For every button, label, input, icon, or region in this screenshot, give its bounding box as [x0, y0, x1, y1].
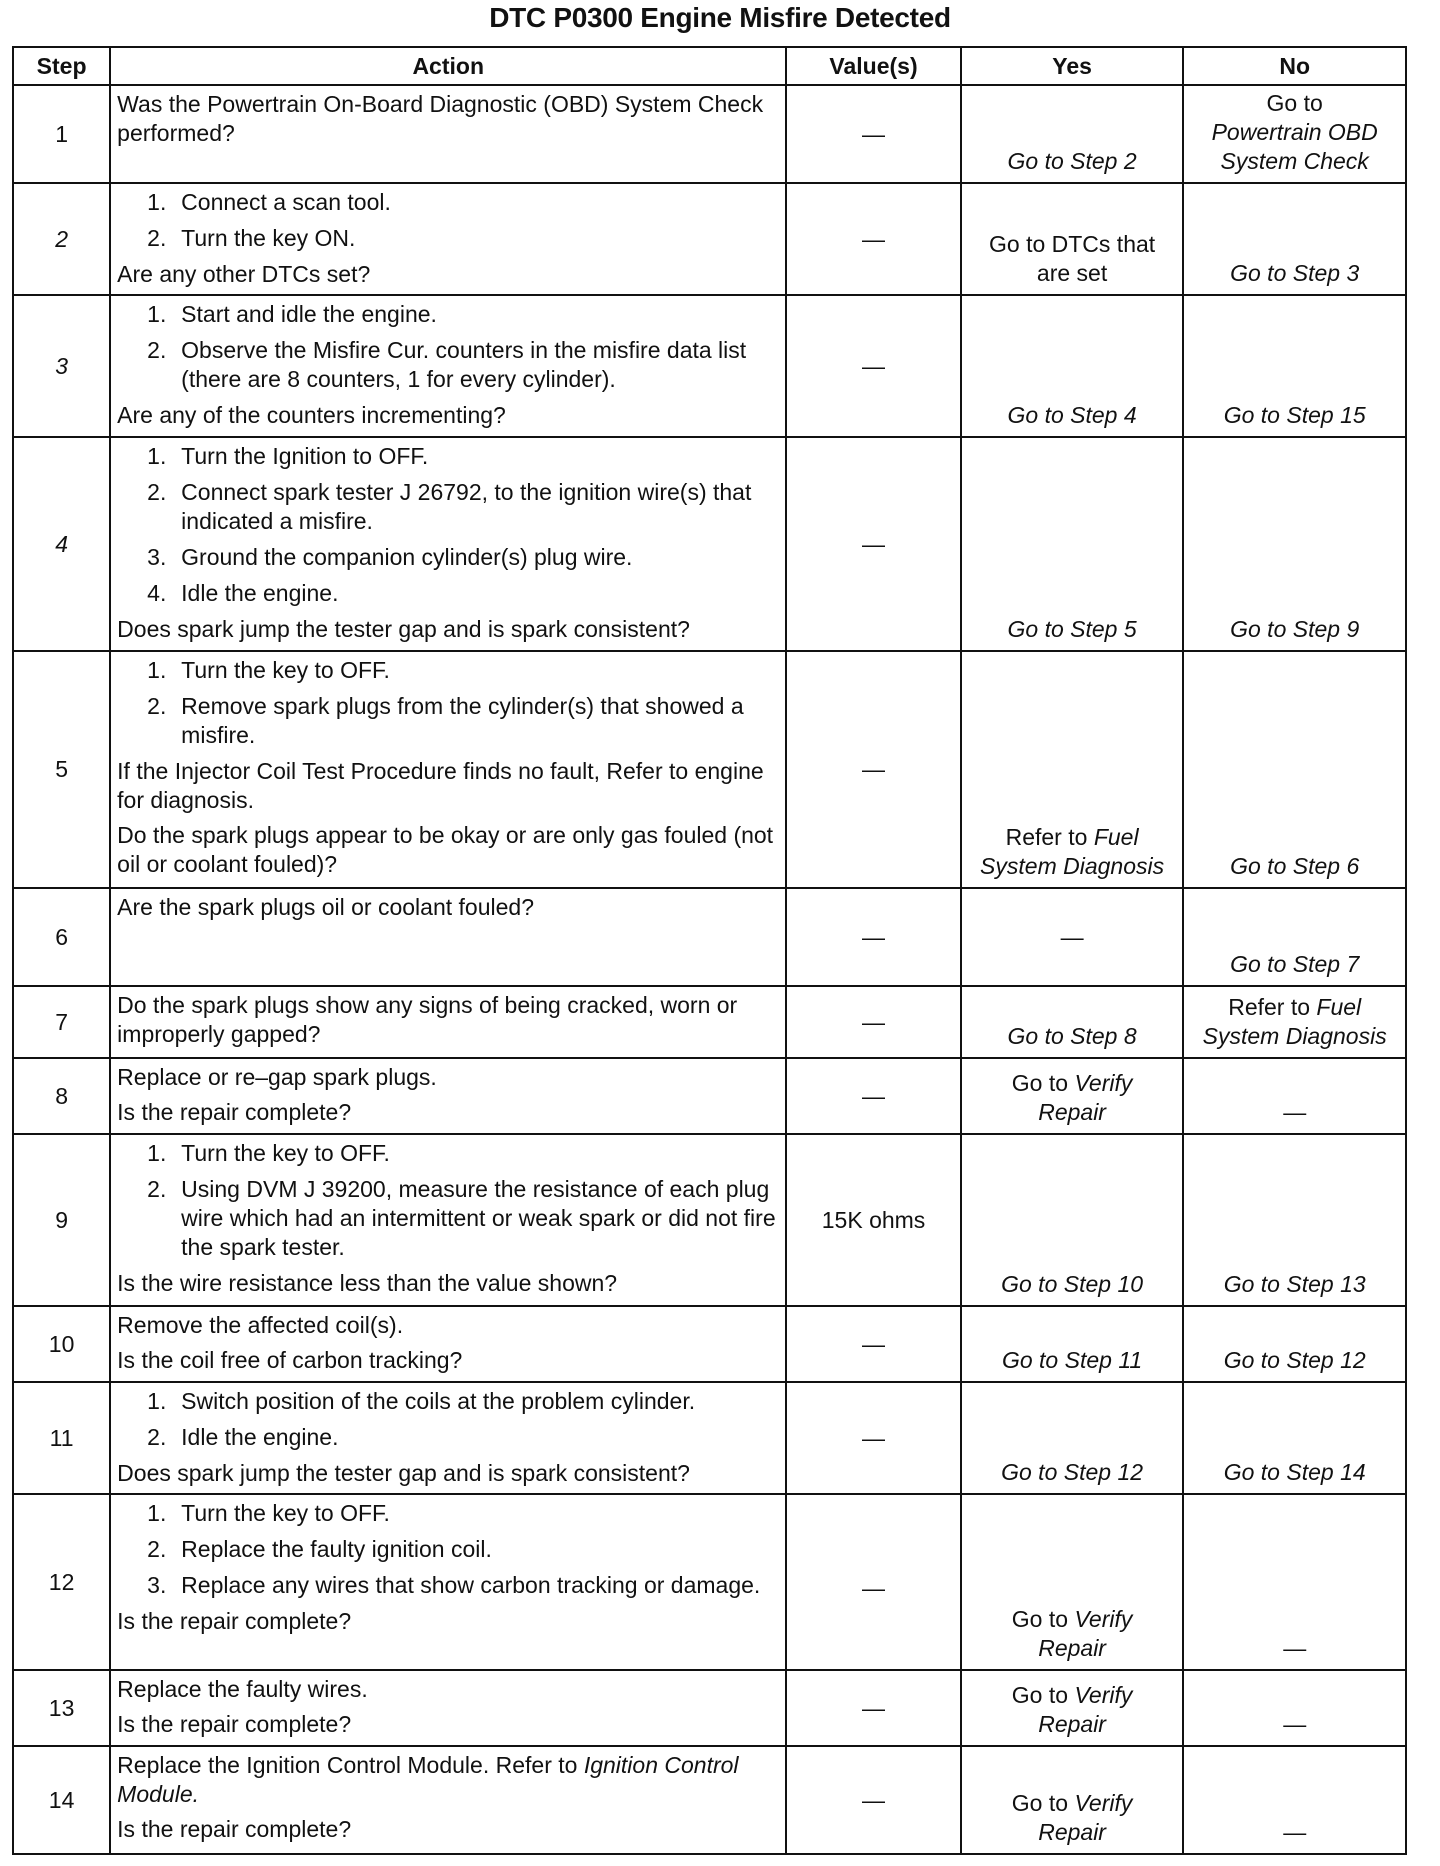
no-link[interactable]: Go to Step 14 — [1223, 1459, 1366, 1485]
value-cell: 15K ohms — [786, 1134, 961, 1306]
action-cell — [110, 651, 786, 888]
value-cell: — — [786, 1306, 961, 1382]
table-row — [13, 1494, 1406, 1670]
action-step: 1. Turn the key to OFF. — [147, 1140, 390, 1166]
value-cell: — — [786, 1382, 961, 1494]
table-row — [13, 888, 1406, 986]
action-cell — [110, 295, 786, 437]
action-question: Do the spark plugs show any signs of being cracked, worn or improperly gapped? — [117, 992, 738, 1047]
value-cell: — — [786, 437, 961, 651]
yes-cell — [961, 295, 1184, 437]
value-cell: — — [786, 1058, 961, 1134]
no-cell — [1183, 1134, 1406, 1306]
action-question: Is the repair complete? — [117, 1608, 352, 1634]
yes-cell — [961, 1670, 1184, 1746]
step-number: 5 — [13, 651, 110, 888]
yes-link[interactable]: Repair — [1038, 1819, 1106, 1845]
yes-link[interactable]: Go to Step 12 — [1001, 1459, 1144, 1485]
yes-cell — [961, 1058, 1184, 1134]
action-cell — [110, 437, 786, 651]
step-number: 14 — [13, 1746, 110, 1854]
yes-cell — [961, 1306, 1184, 1382]
yes-cell — [961, 1134, 1184, 1306]
action-text: Remove the affected coil(s). — [117, 1312, 404, 1338]
yes-link[interactable]: Go to Step 8 — [1007, 1023, 1137, 1049]
value-cell: — — [786, 1670, 961, 1746]
no-cell: — — [1183, 1746, 1406, 1854]
no-cell — [1183, 888, 1406, 986]
step-number: 9 — [13, 1134, 110, 1306]
table-row — [13, 437, 1406, 651]
yes-cell — [961, 1746, 1184, 1854]
yes-link[interactable]: System Diagnosis — [980, 853, 1165, 879]
no-cell — [1183, 295, 1406, 437]
header-action: Action — [110, 47, 786, 85]
action-question: Is the coil free of carbon tracking? — [117, 1347, 463, 1373]
no-cell — [1183, 183, 1406, 295]
header-values: Value(s) — [786, 47, 961, 85]
action-text: Replace or re–gap spark plugs. — [117, 1064, 437, 1090]
no-cell — [1183, 986, 1406, 1058]
value-cell: — — [786, 85, 961, 183]
no-link[interactable]: Go to Step 12 — [1223, 1347, 1366, 1373]
step-number: 12 — [13, 1494, 110, 1670]
action-step: 1. Turn the key to OFF. — [147, 657, 390, 683]
action-question: Does spark jump the tester gap and is spark consistent? — [117, 1460, 690, 1486]
action-step: 3. Replace any wires that show carbon tracking or damage. — [147, 1572, 761, 1598]
no-cell — [1183, 437, 1406, 651]
yes-cell — [961, 85, 1184, 183]
yes-link[interactable]: Refer to Fuel — [1005, 824, 1139, 850]
no-link[interactable]: Go to Step 13 — [1223, 1271, 1366, 1297]
value-cell: — — [786, 183, 961, 295]
no-link[interactable]: System Diagnosis — [1202, 1023, 1387, 1049]
yes-link[interactable]: Go to Verify — [1011, 1606, 1133, 1632]
yes-cell — [961, 437, 1184, 651]
action-note: If the Injector Coil Test Procedure finds no fault, Refer to engine for diagnosis. — [117, 758, 764, 813]
action-question: Does spark jump the tester gap and is spark consistent? — [117, 616, 690, 642]
action-cell — [110, 1746, 786, 1854]
action-step: 2. Idle the engine. — [147, 1424, 339, 1450]
yes-link[interactable]: Go to Step 5 — [1007, 616, 1137, 642]
action-step: 2. Connect spark tester J 26792, to the ignition wire(s) that indicated a misfire. — [147, 479, 752, 534]
no-link[interactable]: Go to Step 7 — [1230, 951, 1360, 977]
action-question: Is the repair complete? — [117, 1711, 352, 1737]
yes-cell: — — [961, 888, 1184, 986]
action-step: 1. Turn the key to OFF. — [147, 1500, 390, 1526]
action-step: 2. Using DVM J 39200, measure the resistance of each plug wire which had an intermittent or weak spark or did not fire the spark tester. — [147, 1176, 776, 1260]
yes-link[interactable]: are set — [1036, 260, 1108, 286]
step-number: 13 — [13, 1670, 110, 1746]
action-cell — [110, 1058, 786, 1134]
step-number: 11 — [13, 1382, 110, 1494]
table-row — [13, 1134, 1406, 1306]
table-row — [13, 986, 1406, 1058]
action-text: Replace the Ignition Control Module. Refer to Ignition Control Module. — [117, 1752, 739, 1807]
action-step: 1. Connect a scan tool. — [147, 189, 391, 215]
yes-link[interactable]: Go to Step 2 — [1007, 148, 1137, 174]
step-number: 2 — [13, 183, 110, 295]
action-step: 1. Start and idle the engine. — [147, 301, 437, 327]
action-question: Is the repair complete? — [117, 1099, 352, 1125]
action-question: Are any of the counters incrementing? — [117, 402, 506, 428]
action-question: Are the spark plugs oil or coolant fouled? — [117, 894, 534, 920]
yes-cell — [961, 986, 1184, 1058]
action-step: 3. Ground the companion cylinder(s) plug wire. — [147, 544, 633, 570]
step-number: 10 — [13, 1306, 110, 1382]
no-text: Go to — [1266, 90, 1323, 116]
yes-cell — [961, 651, 1184, 888]
value-cell: — — [786, 1494, 961, 1670]
yes-link[interactable]: Repair — [1038, 1635, 1106, 1661]
page-title: DTC P0300 Engine Misfire Detected — [489, 2, 951, 33]
action-step: 2. Observe the Misfire Cur. counters in the misfire data list (there are 8 counters, 1 for every cylinder). — [147, 337, 747, 392]
no-link[interactable]: Go to Step 3 — [1230, 260, 1360, 286]
table-row — [13, 183, 1406, 295]
value-cell: — — [786, 295, 961, 437]
no-cell — [1183, 85, 1406, 183]
action-cell — [110, 986, 786, 1058]
yes-link[interactable]: Go to Step 4 — [1007, 402, 1137, 428]
action-cell — [110, 183, 786, 295]
action-cell — [110, 1382, 786, 1494]
no-cell — [1183, 1382, 1406, 1494]
action-step: 2. Turn the key ON. — [147, 225, 356, 251]
action-cell — [110, 1134, 786, 1306]
value-cell: — — [786, 888, 961, 986]
diagnostic-table — [12, 46, 1407, 1855]
header-step: Step — [13, 47, 110, 85]
yes-link[interactable]: Go to Step 11 — [1001, 1347, 1143, 1373]
header-no: No — [1183, 47, 1406, 85]
action-cell — [110, 1494, 786, 1670]
action-question: Do the spark plugs appear to be okay or are only gas fouled (not oil or coolant fouled)? — [117, 822, 774, 877]
action-question: Is the wire resistance less than the value shown? — [117, 1270, 618, 1296]
table-row — [13, 1058, 1406, 1134]
header-yes: Yes — [961, 47, 1184, 85]
step-number: 4 — [13, 437, 110, 651]
no-link[interactable]: Refer to Fuel — [1228, 994, 1362, 1020]
step-number: 3 — [13, 295, 110, 437]
yes-cell — [961, 1494, 1184, 1670]
no-link[interactable]: System Check — [1220, 148, 1369, 174]
no-link[interactable]: Powertrain OBD — [1211, 119, 1378, 145]
action-cell — [110, 1670, 786, 1746]
action-step: 1. Switch position of the coils at the problem cylinder. — [147, 1388, 696, 1414]
no-link[interactable]: Go to Step 15 — [1223, 402, 1366, 428]
ignition-control-module-link[interactable]: Ignition Control Module. — [117, 1752, 739, 1807]
no-cell: — — [1183, 1494, 1406, 1670]
no-link[interactable]: Go to Step 6 — [1230, 853, 1360, 879]
yes-link[interactable]: Go to Verify — [1011, 1682, 1133, 1708]
header-row — [13, 47, 1406, 85]
value-cell: — — [786, 1746, 961, 1854]
no-cell: — — [1183, 1058, 1406, 1134]
table-row — [13, 1746, 1406, 1854]
yes-link[interactable]: Go to Verify — [1011, 1790, 1133, 1816]
action-step: 4. Idle the engine. — [147, 580, 339, 606]
action-step: 2. Remove spark plugs from the cylinder(s) that showed a misfire. — [147, 693, 744, 748]
yes-link[interactable]: Go to Step 10 — [1001, 1271, 1144, 1297]
action-cell — [110, 1306, 786, 1382]
no-link[interactable]: Go to Step 9 — [1230, 616, 1360, 642]
step-number: 8 — [13, 1058, 110, 1134]
no-cell — [1183, 1306, 1406, 1382]
table-row — [13, 1306, 1406, 1382]
table-row — [13, 85, 1406, 183]
yes-link[interactable]: Go to DTCs that — [989, 231, 1156, 257]
yes-link[interactable]: Repair — [1038, 1099, 1106, 1125]
step-number: 7 — [13, 986, 110, 1058]
no-cell: — — [1183, 1670, 1406, 1746]
table-row — [13, 295, 1406, 437]
table-row — [13, 651, 1406, 888]
value-cell: — — [786, 651, 961, 888]
yes-link[interactable]: Go to Verify — [1011, 1070, 1133, 1096]
yes-cell — [961, 1382, 1184, 1494]
step-number: 1 — [13, 85, 110, 183]
action-question: Are any other DTCs set? — [117, 261, 371, 287]
action-question: Was the Powertrain On-Board Diagnostic (OBD) System Check performed? — [117, 91, 764, 146]
action-cell — [110, 888, 786, 986]
action-step: 1. Turn the Ignition to OFF. — [147, 443, 429, 469]
action-question: Is the repair complete? — [117, 1816, 352, 1842]
value-cell: — — [786, 986, 961, 1058]
action-cell — [110, 85, 786, 183]
action-text: Replace the faulty wires. — [117, 1676, 368, 1702]
yes-link[interactable]: Repair — [1038, 1711, 1106, 1737]
action-step: 2. Replace the faulty ignition coil. — [147, 1536, 492, 1562]
no-cell — [1183, 651, 1406, 888]
table-row — [13, 1382, 1406, 1494]
table-row — [13, 1670, 1406, 1746]
yes-cell — [961, 183, 1184, 295]
step-number: 6 — [13, 888, 110, 986]
